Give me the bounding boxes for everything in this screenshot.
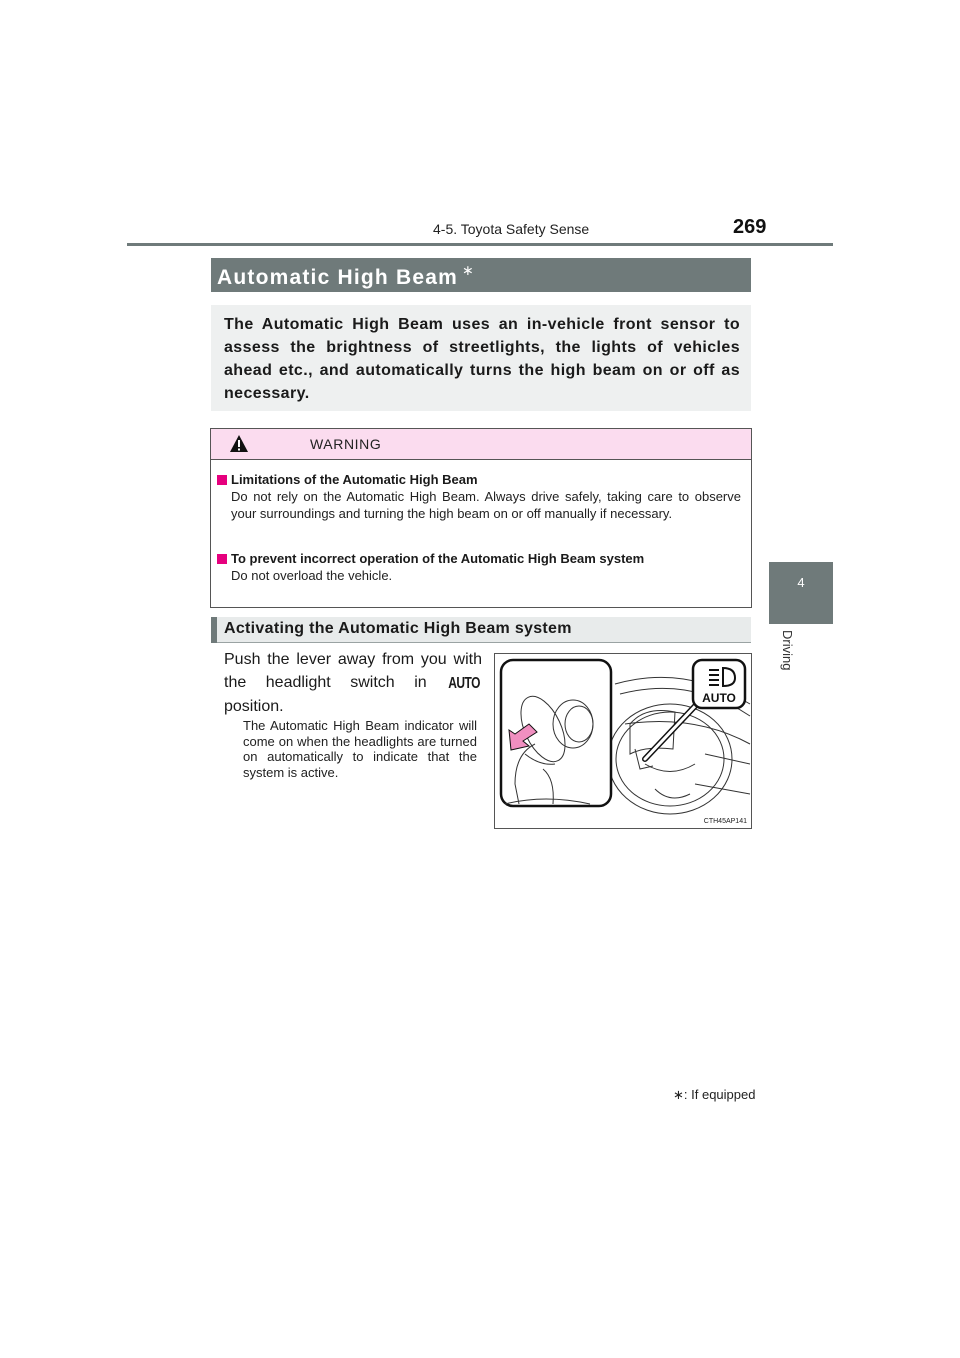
warning-triangle-icon [229,434,249,453]
step-note: The Automatic High Beam indicator will come on when the headlights are turned on automatically to indicate that the system is active. [243,718,477,780]
warning-label: WARNING [310,436,382,452]
chapter-number: 4 [797,575,805,590]
header-rule [127,243,833,246]
warning-item [217,550,741,584]
footnote-text: : If equipped [683,1087,756,1102]
page-number: 269 [733,216,767,238]
footnote-marker: ∗ [673,1087,684,1102]
warning-item-heading [217,471,741,488]
running-header-section: 4-5. Toyota Safety Sense [433,221,590,237]
page-title-text: Automatic High Beam [217,266,458,289]
warning-box [210,428,752,608]
equipped-marker: ∗ [462,262,475,278]
step-text-before: Push the lever away from you with the headlight switch in [224,651,482,691]
lever-illustration-drawing [495,654,751,828]
step-text-after: position. [224,698,284,715]
chapter-tab [769,562,833,621]
footnote [673,1087,755,1103]
warning-item-body: Do not overload the vehicle. [231,568,393,583]
illustration-lever [494,653,752,829]
step-instruction [224,648,482,718]
auto-indicator-label: AUTO [702,691,736,705]
warning-item [217,471,741,522]
auto-symbol-icon: AUTO [448,673,480,692]
warning-item-heading [217,550,741,567]
chapter-label: Driving [780,630,795,671]
section-accent [211,617,217,643]
illustration-code: CTH45AP141 [703,818,747,825]
warning-item-body: Do not rely on the Automatic High Beam. Always drive safely, taking care to observe your surroundings and turning the high beam on or off manually if necessary. [231,489,741,521]
warning-item-heading-text: To prevent incorrect operation of the Automatic High Beam system [231,551,645,566]
square-bullet-icon [217,475,227,485]
chapter-tab-rule [769,621,833,624]
square-bullet-icon [217,554,227,564]
intro-text: The Automatic High Beam uses an in-vehicle front sensor to assess the brightness of streetlights, the lights of vehicles ahead etc., and automatically turns the high beam on or off as necessary. [224,316,740,402]
warning-item-heading-text: Limitations of the Automatic High Beam [231,472,478,487]
section-title: Activating the Automatic High Beam system [224,620,572,637]
page-title [217,262,475,290]
warning-header [211,429,751,460]
